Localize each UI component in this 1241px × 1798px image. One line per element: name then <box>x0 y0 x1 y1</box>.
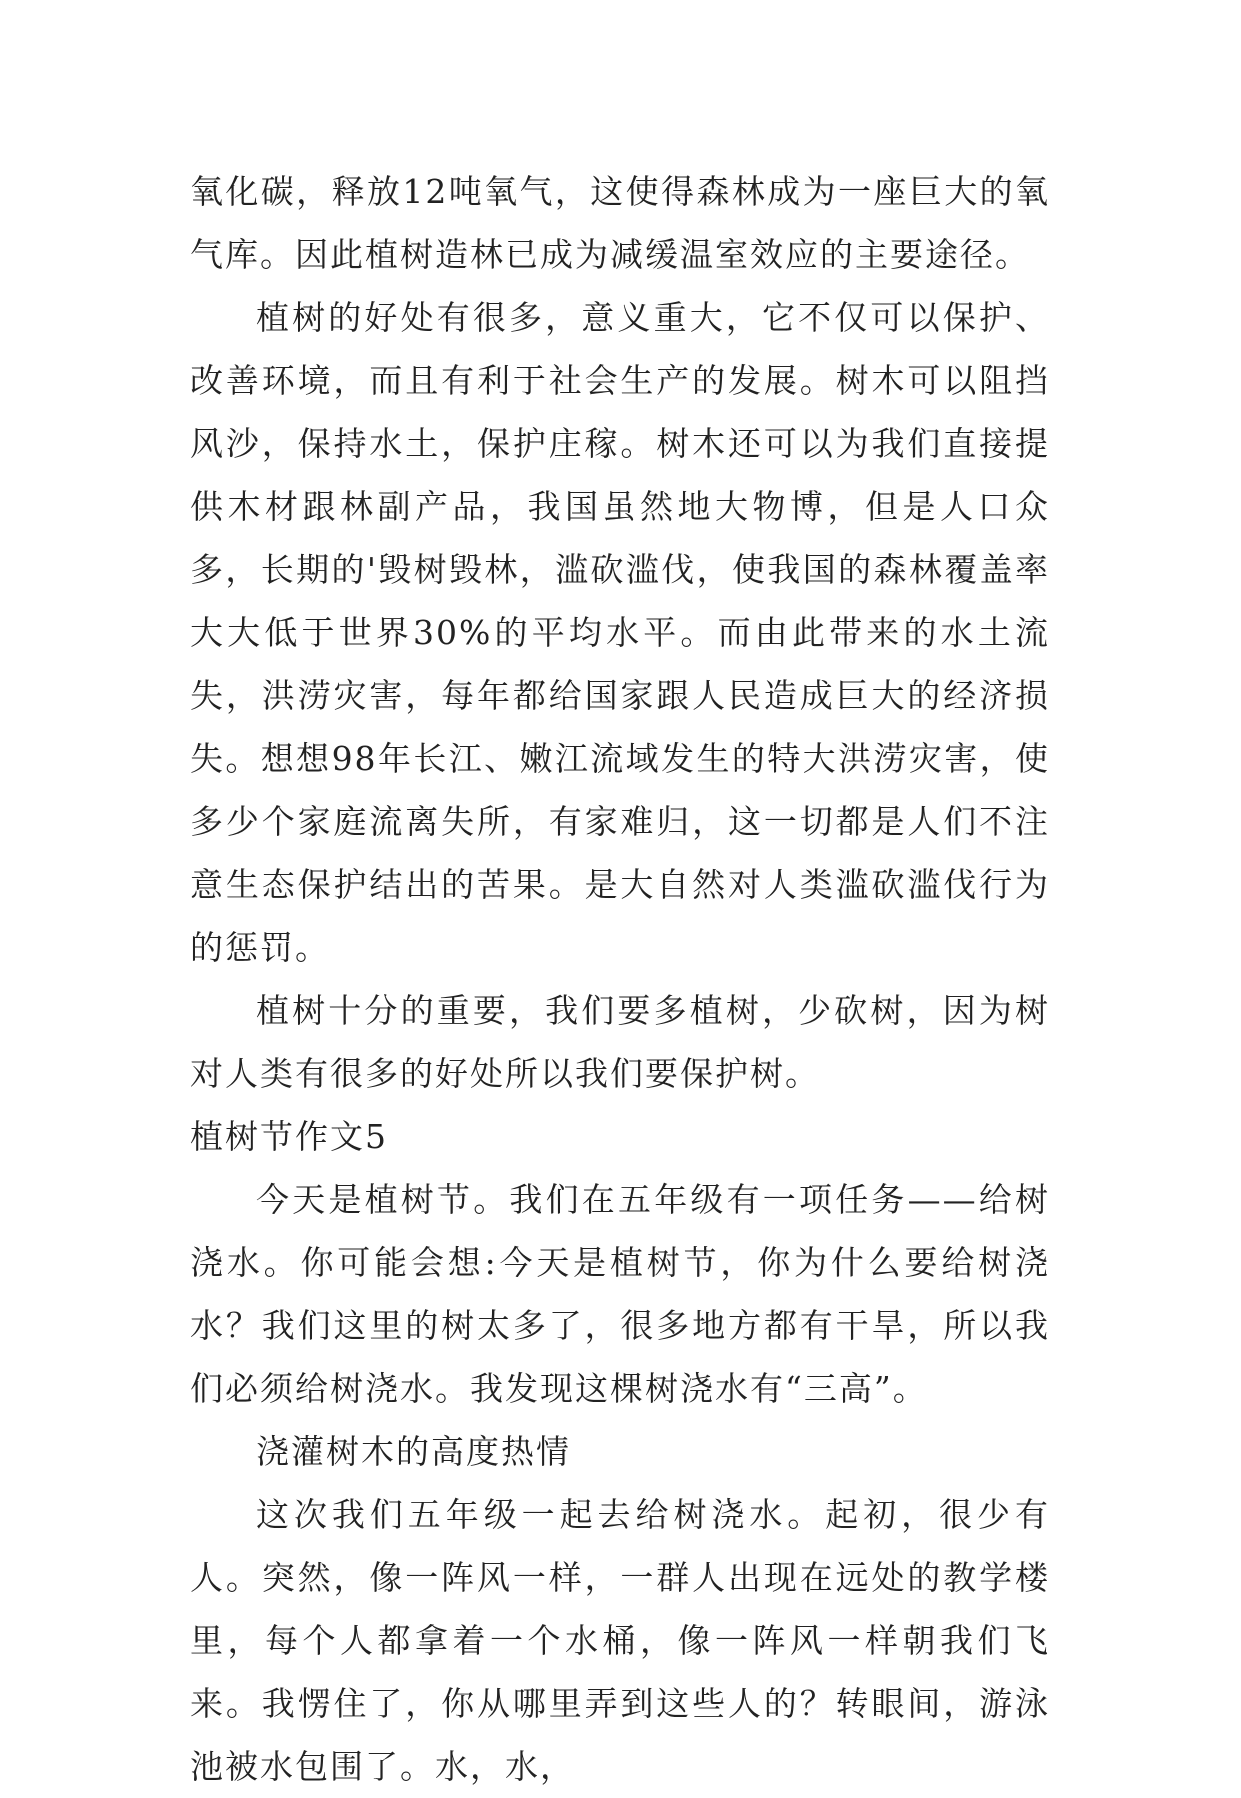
section-heading: 植树节作文5 <box>190 1117 388 1156</box>
document-body <box>190 160 1050 1798</box>
paragraph-3: 植树十分的重要，我们要多植树，少砍树，因为树对人类有很多的好处所以我们要保护树。 <box>190 991 1050 1093</box>
subheading: 浇灌树木的高度热情 <box>256 1432 571 1471</box>
paragraph-1: 氧化碳，释放12吨氧气，这使得森林成为一座巨大的氧气库。因此植树造林已成为减缓温室效应的主要途径。 <box>190 172 1050 274</box>
paragraph-4: 今天是植树节。我们在五年级有一项任务——给树浇水。你可能会想:今天是植树节，你为什么要给树浇水？我们这里的树太多了，很多地方都有干旱，所以我们必须给树浇水。我发现这棵树浇水有“三高”。 <box>190 1180 1050 1408</box>
paragraph-2: 植树的好处有很多，意义重大，它不仅可以保护、改善环境，而且有利于社会生产的发展。树木可以阻挡风沙，保持水土，保护庄稼。树木还可以为我们直接提供木材跟林副产品，我国虽然地大物博，但是人口众多，长期的'毁树毁林，滥砍滥伐，使我国的森林覆盖率大大低于世界30%的平均水平。而由此带来的水土流失，洪涝灾害，每年都给国家跟人民造成巨大的经济损失。想想98年长江、嫩江流域发生的特大洪涝灾害，使多少个家庭流离失所，有家难归，这一切都是人们不注意生态保护结出的苦果。是大自然对人类滥砍滥伐行为的惩罚。 <box>190 298 1050 967</box>
paragraph-5: 这次我们五年级一起去给树浇水。起初，很少有人。突然，像一阵风一样，一群人出现在远处的教学楼里，每个人都拿着一个水桶，像一阵风一样朝我们飞来。我愣住了，你从哪里弄到这些人的？转眼间，游泳池被水包围了。水，水， <box>190 1495 1050 1786</box>
